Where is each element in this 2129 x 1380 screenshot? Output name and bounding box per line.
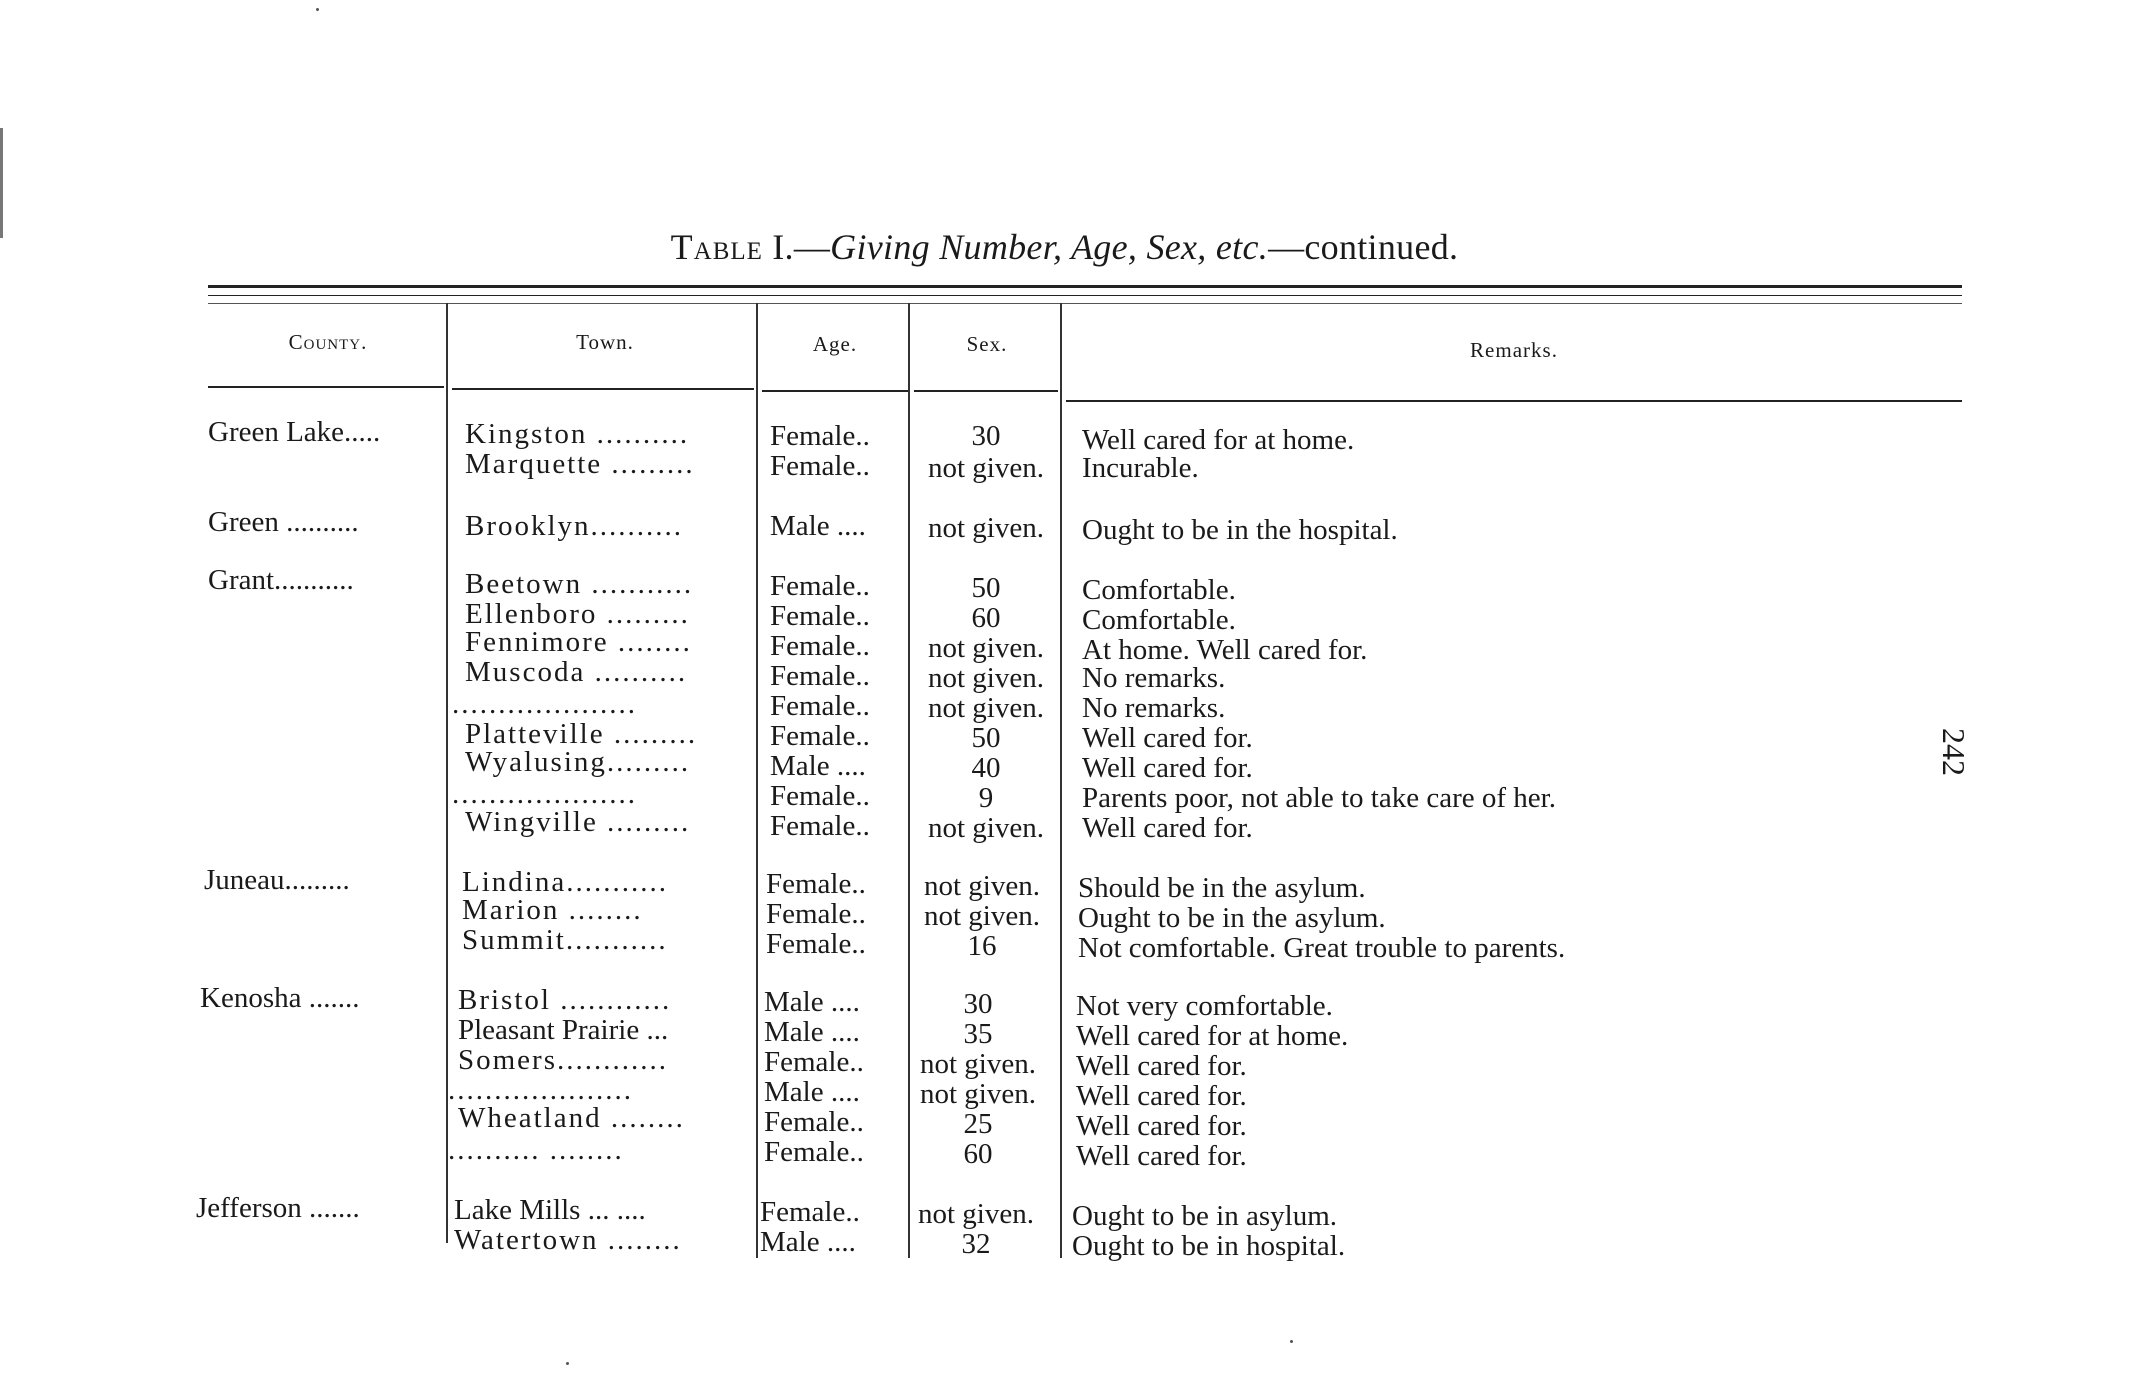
table-cell-town: Beetown ........... (465, 570, 694, 599)
table-cell-town: Marquette ......... (465, 450, 695, 479)
table-cell-remarks: Comfortable. (1082, 574, 1236, 606)
table-cell-age: Female.. (770, 662, 870, 691)
table-cell-remarks: Ought to be in the asylum. (1078, 902, 1386, 934)
table-cell-sex: not given. (928, 662, 1044, 694)
header-rule (1066, 400, 1962, 402)
table-cell-age: Male .... (764, 1078, 860, 1107)
table-cell-sex: not given. (918, 1198, 1034, 1230)
table-cell-remarks: Should be in the asylum. (1078, 872, 1366, 904)
table-cell-town: Muscoda .......... (465, 658, 688, 687)
title-dash: — (793, 227, 831, 267)
table-cell-age: Male .... (764, 988, 860, 1017)
header-sex: Sex. (966, 332, 1008, 356)
table-cell-town: Wingville ......... (465, 808, 691, 837)
column-divider (1060, 303, 1062, 1258)
table-cell-sex: 32 (961, 1228, 991, 1260)
page-number: 242 (1936, 728, 1972, 776)
table-cell-age: Female.. (770, 782, 870, 811)
table-cell-town: Kingston .......... (465, 420, 690, 449)
table-cell-age: Female.. (770, 572, 870, 601)
table-cell-sex: not given. (928, 632, 1044, 664)
table-cell-town: Bristol ............ (458, 986, 672, 1015)
table-cell-town: Marion ........ (462, 896, 643, 925)
top-rule-thick (208, 285, 1962, 288)
table-cell-town: Watertown ........ (454, 1226, 682, 1255)
table-cell-age: Female.. (770, 722, 870, 751)
table-cell-remarks: Well cared for at home. (1076, 1020, 1349, 1052)
table-cell-remarks: Well cared for. (1076, 1080, 1247, 1112)
table-cell-county: Jefferson ....... (196, 1194, 360, 1223)
table-cell-age: Female.. (764, 1048, 864, 1077)
title-tail: —continued. (1268, 227, 1459, 267)
table-cell-remarks: No remarks. (1082, 662, 1226, 694)
table-cell-remarks: Well cared for. (1082, 722, 1253, 754)
title-italic: Giving Number, Age, Sex, etc. (830, 227, 1269, 267)
table-cell-remarks: Ought to be in hospital. (1072, 1230, 1346, 1262)
table-cell-age: Female.. (770, 692, 870, 721)
table-cell-sex: 50 (971, 722, 1001, 754)
scan-speck (566, 1362, 569, 1365)
table-cell-town: Brooklyn.......... (465, 512, 684, 541)
header-rule (208, 386, 444, 388)
table-cell-remarks: Comfortable. (1082, 604, 1236, 636)
table-cell-sex: 30 (971, 420, 1001, 452)
table-cell-age: Female.. (770, 422, 870, 451)
table-cell-remarks: No remarks. (1082, 692, 1226, 724)
table-cell-town: .......... ........ (448, 1136, 624, 1165)
table-cell-sex: not given. (924, 870, 1040, 902)
table-cell-town: Wyalusing......... (465, 748, 691, 777)
header-county: County. (288, 330, 368, 354)
table-cell-sex: 50 (971, 572, 1001, 604)
table-cell-remarks: Well cared for. (1082, 752, 1253, 784)
table-cell-age: Female.. (770, 602, 870, 631)
table-cell-sex: 25 (963, 1108, 993, 1140)
table-cell-remarks: Well cared for. (1076, 1110, 1247, 1142)
table-cell-town: .................... (452, 780, 637, 809)
column-divider (756, 303, 758, 1258)
table-cell-age: Female.. (770, 812, 870, 841)
table-cell-town: Pleasant Prairie ... (458, 1016, 669, 1045)
table-cell-town: .................... (452, 690, 637, 719)
scan-speck (316, 8, 319, 11)
table-cell-sex: 30 (963, 988, 993, 1020)
table-cell-age: Male .... (770, 752, 866, 781)
top-rule-thin (208, 295, 1962, 296)
header-rule (914, 390, 1058, 392)
table-cell-age: Female.. (766, 930, 866, 959)
table-cell-age: Male .... (770, 512, 866, 541)
table-cell-age: Female.. (764, 1108, 864, 1137)
table-cell-sex: not given. (928, 692, 1044, 724)
header-rule (452, 388, 754, 390)
table-cell-age: Female.. (770, 632, 870, 661)
header-remarks: Remarks. (1470, 338, 1558, 362)
table-cell-town: Lake Mills ... .... (454, 1196, 646, 1225)
table-cell-county: Juneau......... (204, 866, 350, 895)
table-cell-remarks: Ought to be in the hospital. (1082, 514, 1398, 546)
table-cell-age: Female.. (764, 1138, 864, 1167)
table-cell-sex: 16 (967, 930, 997, 962)
table-cell-town: Somers............ (458, 1046, 668, 1075)
table-cell-town: Platteville ......... (465, 720, 698, 749)
top-rule-thin-2 (208, 303, 1962, 304)
table-cell-age: Male .... (760, 1228, 856, 1257)
table-title (0, 226, 2129, 268)
table-cell-sex: not given. (928, 512, 1044, 544)
table-cell-remarks: Incurable. (1082, 452, 1199, 484)
table-cell-county: Grant........... (208, 566, 354, 595)
table-cell-age: Female.. (770, 452, 870, 481)
table-cell-remarks: Not very comfortable. (1076, 990, 1333, 1022)
table-cell-age: Female.. (760, 1198, 860, 1227)
table-cell-age: Female.. (766, 870, 866, 899)
title-number: I. (772, 227, 794, 267)
table-cell-town: Summit........... (462, 926, 668, 955)
table-cell-town: Ellenboro ......... (465, 600, 690, 629)
table-cell-county: Green Lake..... (208, 418, 381, 447)
header-town: Town. (576, 330, 634, 354)
table-cell-remarks: Ought to be in asylum. (1072, 1200, 1338, 1232)
table-cell-age: Male .... (764, 1018, 860, 1047)
table-cell-remarks: Well cared for. (1076, 1140, 1247, 1172)
title-table-label: Table (670, 227, 763, 267)
table-cell-county: Kenosha ....... (200, 984, 360, 1013)
table-cell-town: Wheatland ........ (458, 1104, 685, 1133)
table-cell-sex: 40 (971, 752, 1001, 784)
table-cell-town: .................... (448, 1076, 633, 1105)
table-cell-remarks: At home. Well cared for. (1082, 634, 1368, 666)
table-cell-sex: not given. (924, 900, 1040, 932)
table-cell-remarks: Parents poor, not able to take care of her. (1082, 782, 1556, 814)
table-cell-sex: 60 (963, 1138, 993, 1170)
table-cell-remarks: Well cared for. (1076, 1050, 1247, 1082)
table-cell-sex: 60 (971, 602, 1001, 634)
table-cell-town: Fennimore ........ (465, 628, 692, 657)
table-cell-remarks: Well cared for. (1082, 812, 1253, 844)
table-cell-county: Green .......... (208, 508, 359, 537)
table-cell-sex: not given. (920, 1078, 1036, 1110)
table-cell-remarks: Not comfortable. Great trouble to parents. (1078, 932, 1566, 964)
table-cell-remarks: Well cared for at home. (1082, 424, 1355, 456)
table-cell-sex: not given. (928, 812, 1044, 844)
header-rule (762, 390, 908, 392)
table-cell-town: Lindina........... (462, 868, 668, 897)
scan-edge-mark (0, 128, 3, 238)
table-cell-sex: not given. (928, 452, 1044, 484)
scan-speck (1290, 1340, 1293, 1343)
table-cell-sex: 9 (978, 782, 994, 814)
table-cell-age: Female.. (766, 900, 866, 929)
header-age: Age. (812, 332, 858, 356)
table-cell-sex: 35 (963, 1018, 993, 1050)
table-cell-sex: not given. (920, 1048, 1036, 1080)
